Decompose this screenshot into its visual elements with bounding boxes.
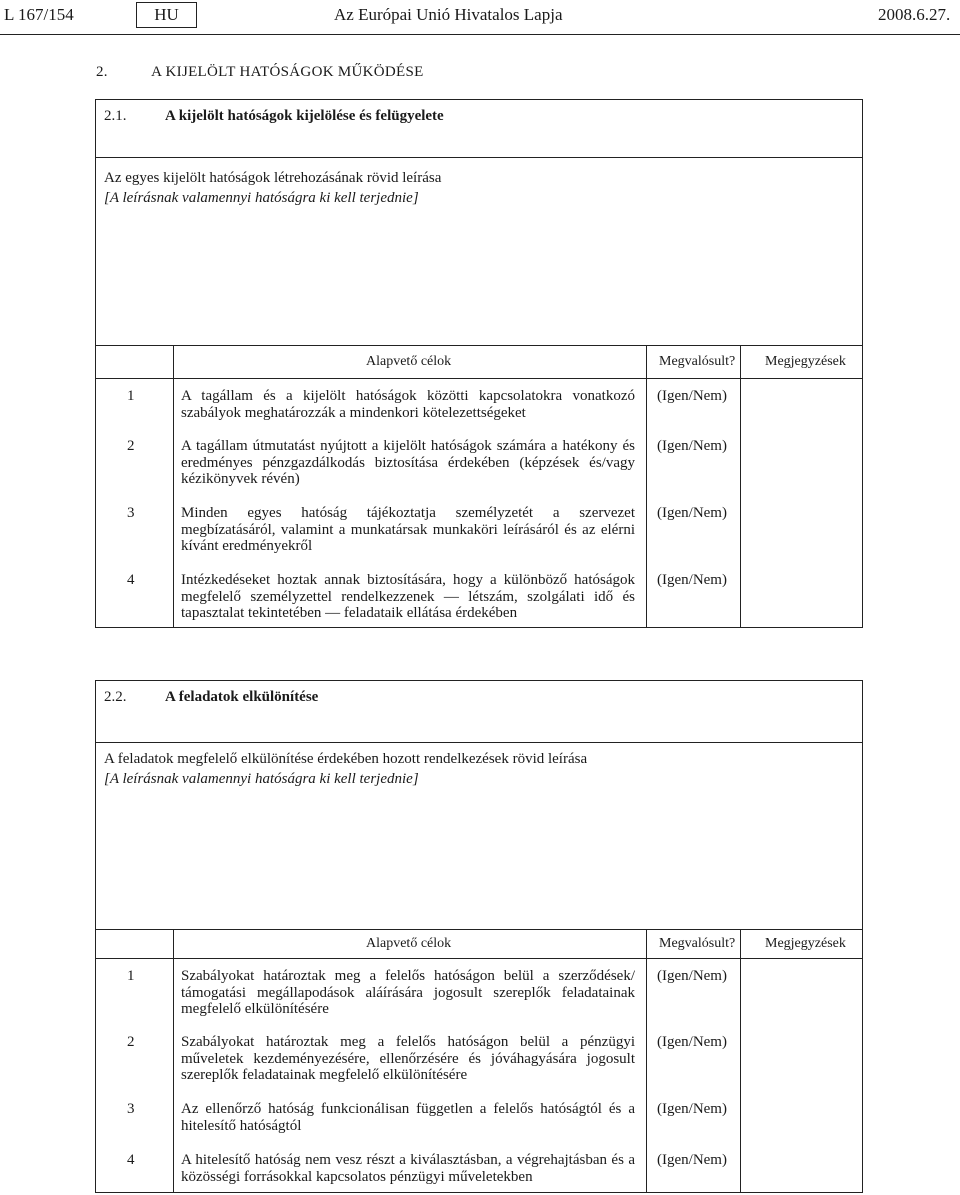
row-status: (Igen/Nem) [657,1101,727,1117]
section-heading [96,64,424,81]
row-number: 1 [127,968,135,984]
column-header-goals: Alapvető célok [366,354,452,369]
row-text: Szabályokat határoztak meg a felelős hatóságon belül a pénzügyi műveletek kezdeményezésére, ellenőrzésére és jóváhagyására jogosult szereplők feladatainak megfelelő elkülönítésére [181,1034,635,1083]
block-description [104,749,587,789]
row-status: (Igen/Nem) [657,572,727,588]
row-number: 3 [127,505,135,521]
description-note: [A leírásnak valamennyi hatóságra ki kell terjednie] [104,771,419,787]
row-status: (Igen/Nem) [657,1152,727,1168]
row-text: A tagállam útmutatást nyújtott a kijelölt hatóságok számára a hatékony és eredményes pénzgazdálkodás biztosítása érdekében (képzések és/vagy kézikönyvek révén) [181,438,635,487]
column-divider [740,929,741,1192]
block-number: 2.2. [104,689,127,705]
row-number: 2 [127,438,135,454]
divider [96,958,862,959]
block-title: A feladatok elkülönítése [165,689,319,705]
row-status: (Igen/Nem) [657,1034,727,1050]
column-header-goals: Alapvető célok [366,936,452,951]
row-text: Az ellenőrző hatóság funkcionálisan független a felelős hatóságtól és a hitelesítő hatóságtól [181,1101,635,1134]
description-text: A feladatok megfelelő elkülönítése érdekében hozott rendelkezések rövid leírása [104,751,588,767]
row-text: A tagállam és a kijelölt hatóságok közötti kapcsolatokra vonatkozó szabályok meghatározzák a mindenkori kötelezettségeket [181,388,635,421]
section-number: 2. [96,64,108,80]
row-number: 1 [127,388,135,404]
row-number: 2 [127,1034,135,1050]
block-title-row [96,100,862,158]
language-badge: HU [136,2,197,28]
row-status: (Igen/Nem) [657,388,727,404]
block-title-row [96,681,862,743]
row-text: Intézkedéseket hoztak annak biztosítására, hogy a különböző hatóságok megfelelő személyzettel rendelkezzenek — létszám, szolgálati idő és tapasztalat tekintetében — feladataik ellátása érdekében [181,572,635,621]
divider [96,929,862,930]
row-number: 4 [127,572,135,588]
description-note: [A leírásnak valamennyi hatóságra ki kell terjednie] [104,190,419,206]
divider [96,378,862,379]
row-text: Szabályokat határoztak meg a felelős hatóságon belül a szerződések/ támogatási megállapodások aláírására jogosult szereplők feladatainak megfelelő elkülönítésére [181,968,635,1017]
block-number: 2.1. [104,108,127,124]
page-header [0,0,960,35]
page-reference: L 167/154 [4,5,74,24]
column-divider [646,345,647,627]
column-divider [646,929,647,1192]
publication-date: 2008.6.27. [878,5,951,24]
block-description [104,168,441,208]
block-title: A kijelölt hatóságok kijelölése és felügyelete [165,108,444,124]
section-title: A KIJELÖLT HATÓSÁGOK MŰKÖDÉSE [151,64,424,80]
row-number: 4 [127,1152,135,1168]
row-status: (Igen/Nem) [657,505,727,521]
column-divider [740,345,741,627]
row-status: (Igen/Nem) [657,968,727,984]
row-number: 3 [127,1101,135,1117]
column-divider [173,929,174,1192]
column-header-achieved: Megvalósult? [659,354,736,369]
column-header-achieved: Megvalósult? [659,936,736,951]
row-text: Minden egyes hatóság tájékoztatja személyzetét a szervezet megbízatásáról, valamint a munkatársak munkaköri leírásáról és az elérni kívánt eredményekről [181,505,635,554]
row-text: A hitelesítő hatóság nem vesz részt a kiválasztásban, a végrehajtásban és a közösségi forrásokkal kapcsolatos pénzügyi műveletekben [181,1152,635,1185]
block-2-2 [95,680,863,1193]
divider [96,345,862,346]
block-2-1 [95,99,863,628]
column-header-notes: Megjegyzések [765,936,846,951]
column-divider [173,345,174,627]
row-status: (Igen/Nem) [657,438,727,454]
column-header-notes: Megjegyzések [765,354,846,369]
journal-title: Az Európai Unió Hivatalos Lapja [334,5,563,24]
description-text: Az egyes kijelölt hatóságok létrehozásának rövid leírása [104,170,442,186]
